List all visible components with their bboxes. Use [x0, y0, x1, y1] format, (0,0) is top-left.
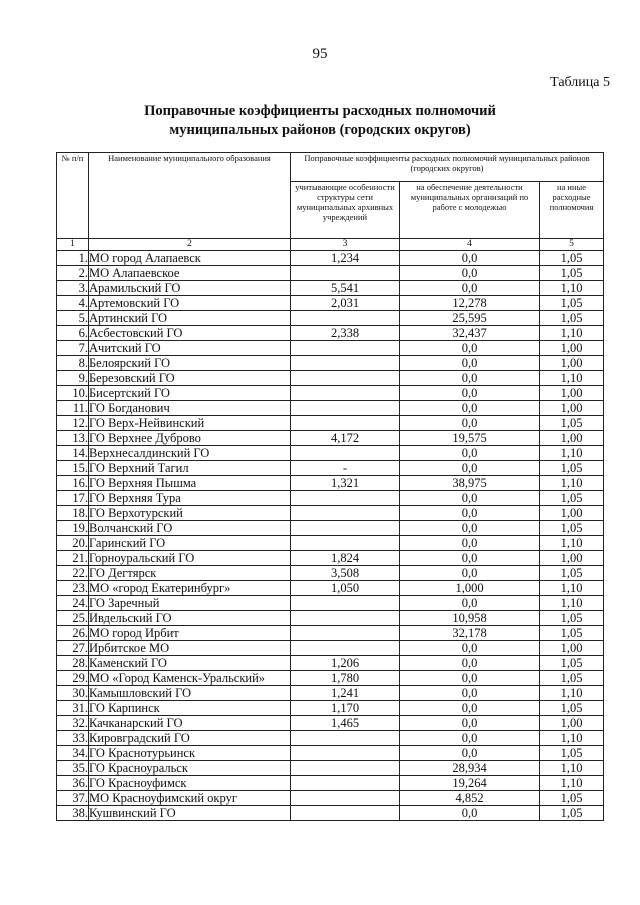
- table-row: [57, 731, 604, 746]
- row-number: 31.: [57, 701, 89, 716]
- coef-youth: 0,0: [400, 506, 540, 521]
- coef-archives: 1,465: [291, 716, 400, 731]
- header-name: Наименование муниципального образования: [89, 153, 291, 239]
- coef-other: 1,05: [540, 671, 604, 686]
- table-title: [0, 102, 640, 140]
- municipality-name: МО «Город Каменск-Уральский»: [89, 671, 291, 686]
- coef-archives: 4,172: [291, 431, 400, 446]
- coef-youth: 0,0: [400, 491, 540, 506]
- coef-youth: 0,0: [400, 716, 540, 731]
- municipality-name: ГО Заречный: [89, 596, 291, 611]
- coef-youth: 0,0: [400, 446, 540, 461]
- table-row: [57, 476, 604, 491]
- header-col5: на иные расходные полномочия: [540, 182, 604, 239]
- table-row: [57, 536, 604, 551]
- municipality-name: ГО Верхний Тагил: [89, 461, 291, 476]
- coef-youth: 32,178: [400, 626, 540, 641]
- coef-youth: 32,437: [400, 326, 540, 341]
- table-row: [57, 776, 604, 791]
- coef-archives: [291, 386, 400, 401]
- coef-youth: 0,0: [400, 686, 540, 701]
- table-row: [57, 686, 604, 701]
- table-row: [57, 326, 604, 341]
- coef-youth: 12,278: [400, 296, 540, 311]
- municipality-name: МО город Алапаевск: [89, 251, 291, 266]
- coef-youth: 0,0: [400, 281, 540, 296]
- coef-youth: 4,852: [400, 791, 540, 806]
- header-num: № п/п: [57, 153, 89, 239]
- column-number: 3: [291, 239, 400, 251]
- table-row: [57, 446, 604, 461]
- table-header: [57, 153, 604, 251]
- municipality-name: Каменский ГО: [89, 656, 291, 671]
- table-row: [57, 791, 604, 806]
- row-number: 33.: [57, 731, 89, 746]
- row-number: 6.: [57, 326, 89, 341]
- coef-other: 1,10: [540, 686, 604, 701]
- coef-youth: 0,0: [400, 641, 540, 656]
- municipality-name: Ивдельский ГО: [89, 611, 291, 626]
- municipality-name: Бисертский ГО: [89, 386, 291, 401]
- coef-other: 1,10: [540, 776, 604, 791]
- row-number: 21.: [57, 551, 89, 566]
- coef-other: 1,00: [540, 356, 604, 371]
- coef-archives: [291, 641, 400, 656]
- coef-archives: [291, 416, 400, 431]
- row-number: 18.: [57, 506, 89, 521]
- municipality-name: ГО Верхняя Пышма: [89, 476, 291, 491]
- coef-other: 1,05: [540, 806, 604, 821]
- coef-archives: [291, 761, 400, 776]
- coef-youth: 0,0: [400, 746, 540, 761]
- coef-archives: [291, 446, 400, 461]
- municipality-name: Белоярский ГО: [89, 356, 291, 371]
- row-number: 20.: [57, 536, 89, 551]
- table-body: [57, 251, 604, 821]
- coef-archives: [291, 791, 400, 806]
- row-number: 19.: [57, 521, 89, 536]
- coef-other: 1,05: [540, 746, 604, 761]
- row-number: 16.: [57, 476, 89, 491]
- coef-archives: [291, 731, 400, 746]
- row-number: 24.: [57, 596, 89, 611]
- coef-archives: [291, 341, 400, 356]
- row-number: 38.: [57, 806, 89, 821]
- coef-archives: 1,170: [291, 701, 400, 716]
- coef-youth: 0,0: [400, 551, 540, 566]
- row-number: 14.: [57, 446, 89, 461]
- table-row: [57, 611, 604, 626]
- row-number: 32.: [57, 716, 89, 731]
- coef-other: 1,00: [540, 716, 604, 731]
- coef-other: 1,05: [540, 251, 604, 266]
- row-number: 15.: [57, 461, 89, 476]
- municipality-name: Ирбитское МО: [89, 641, 291, 656]
- coef-other: 1,05: [540, 311, 604, 326]
- coef-other: 1,10: [540, 581, 604, 596]
- municipality-name: Верхнесалдинский ГО: [89, 446, 291, 461]
- coef-youth: 38,975: [400, 476, 540, 491]
- table-row: [57, 431, 604, 446]
- municipality-name: Гаринский ГО: [89, 536, 291, 551]
- coef-youth: 0,0: [400, 656, 540, 671]
- table-row: [57, 551, 604, 566]
- coef-archives: [291, 491, 400, 506]
- coef-other: 1,00: [540, 506, 604, 521]
- coef-archives: -: [291, 461, 400, 476]
- coef-youth: 0,0: [400, 416, 540, 431]
- table-row: [57, 401, 604, 416]
- coef-youth: 0,0: [400, 401, 540, 416]
- coef-archives: [291, 401, 400, 416]
- municipality-name: Камышловский ГО: [89, 686, 291, 701]
- municipality-name: ГО Дегтярск: [89, 566, 291, 581]
- page-number: 95: [312, 46, 328, 62]
- row-number: 27.: [57, 641, 89, 656]
- row-number: 4.: [57, 296, 89, 311]
- coef-other: 1,00: [540, 641, 604, 656]
- coef-youth: 0,0: [400, 806, 540, 821]
- coef-youth: 10,958: [400, 611, 540, 626]
- table-row: [57, 251, 604, 266]
- table-row: [57, 506, 604, 521]
- coef-youth: 19,575: [400, 431, 540, 446]
- coef-archives: [291, 266, 400, 281]
- municipality-name: Асбестовский ГО: [89, 326, 291, 341]
- coef-other: 1,00: [540, 401, 604, 416]
- coef-other: 1,05: [540, 656, 604, 671]
- municipality-name: ГО Красноуфимск: [89, 776, 291, 791]
- municipality-name: Кировградский ГО: [89, 731, 291, 746]
- coef-archives: [291, 356, 400, 371]
- coef-youth: 19,264: [400, 776, 540, 791]
- coef-archives: [291, 776, 400, 791]
- municipality-name: ГО Краснотурьинск: [89, 746, 291, 761]
- table-row: [57, 626, 604, 641]
- row-number: 7.: [57, 341, 89, 356]
- coef-other: 1,05: [540, 416, 604, 431]
- table-row: [57, 341, 604, 356]
- coef-youth: 0,0: [400, 251, 540, 266]
- municipality-name: МО Алапаевское: [89, 266, 291, 281]
- column-number: 4: [400, 239, 540, 251]
- column-numbers-row: [57, 239, 604, 251]
- municipality-name: Волчанский ГО: [89, 521, 291, 536]
- coef-other: 1,10: [540, 761, 604, 776]
- table-row: [57, 806, 604, 821]
- coef-archives: 1,234: [291, 251, 400, 266]
- coef-youth: 0,0: [400, 356, 540, 371]
- table-row: [57, 701, 604, 716]
- row-number: 37.: [57, 791, 89, 806]
- table-row: [57, 461, 604, 476]
- coef-archives: 2,031: [291, 296, 400, 311]
- row-number: 10.: [57, 386, 89, 401]
- coef-youth: 0,0: [400, 536, 540, 551]
- coef-archives: 1,241: [291, 686, 400, 701]
- coef-youth: 0,0: [400, 596, 540, 611]
- column-number: 5: [540, 239, 604, 251]
- row-number: 9.: [57, 371, 89, 386]
- coef-archives: [291, 311, 400, 326]
- coef-other: 1,05: [540, 701, 604, 716]
- header-col3: учитывающие особенности структуры сети муниципальных архивных учреждений: [291, 182, 400, 239]
- coef-archives: 5,541: [291, 281, 400, 296]
- coef-archives: 1,206: [291, 656, 400, 671]
- coef-other: 1,00: [540, 551, 604, 566]
- coef-youth: 0,0: [400, 341, 540, 356]
- coef-archives: 3,508: [291, 566, 400, 581]
- municipality-name: МО Красноуфимский округ: [89, 791, 291, 806]
- row-number: 8.: [57, 356, 89, 371]
- table-title-line-2: муниципальных районов (городских округов): [169, 122, 471, 138]
- coef-other: 1,10: [540, 476, 604, 491]
- coef-other: 1,05: [540, 491, 604, 506]
- coef-youth: 0,0: [400, 521, 540, 536]
- municipality-name: ГО Карпинск: [89, 701, 291, 716]
- coef-archives: [291, 806, 400, 821]
- coef-archives: 2,338: [291, 326, 400, 341]
- coef-archives: 1,050: [291, 581, 400, 596]
- row-number: 1.: [57, 251, 89, 266]
- row-number: 26.: [57, 626, 89, 641]
- row-number: 35.: [57, 761, 89, 776]
- coef-other: 1,00: [540, 431, 604, 446]
- coef-youth: 0,0: [400, 461, 540, 476]
- municipality-name: Арамильский ГО: [89, 281, 291, 296]
- header-col4: на обеспечение деятельности муниципальных организаций по работе с молодежью: [400, 182, 540, 239]
- coef-other: 1,05: [540, 521, 604, 536]
- row-number: 34.: [57, 746, 89, 761]
- table-row: [57, 371, 604, 386]
- table-row: [57, 761, 604, 776]
- coef-other: 1,05: [540, 611, 604, 626]
- row-number: 28.: [57, 656, 89, 671]
- coef-youth: 25,595: [400, 311, 540, 326]
- row-number: 36.: [57, 776, 89, 791]
- municipality-name: Ачитский ГО: [89, 341, 291, 356]
- coef-youth: 0,0: [400, 566, 540, 581]
- municipality-name: ГО Верх-Нейвинский: [89, 416, 291, 431]
- coef-other: 1,05: [540, 461, 604, 476]
- coef-other: 1,10: [540, 536, 604, 551]
- table-row: [57, 671, 604, 686]
- municipality-name: Березовский ГО: [89, 371, 291, 386]
- row-number: 3.: [57, 281, 89, 296]
- coef-other: 1,00: [540, 386, 604, 401]
- table-row: [57, 521, 604, 536]
- municipality-name: Артемовский ГО: [89, 296, 291, 311]
- table-row: [57, 266, 604, 281]
- table-row: [57, 641, 604, 656]
- row-number: 17.: [57, 491, 89, 506]
- table-caption: Таблица 5: [550, 75, 610, 90]
- table-row: [57, 386, 604, 401]
- coef-youth: 0,0: [400, 266, 540, 281]
- table-row: [57, 596, 604, 611]
- municipality-name: Горноуральский ГО: [89, 551, 291, 566]
- municipality-name: Кушвинский ГО: [89, 806, 291, 821]
- municipality-name: ГО Верхняя Тура: [89, 491, 291, 506]
- coef-archives: [291, 596, 400, 611]
- coef-other: 1,10: [540, 326, 604, 341]
- coef-archives: [291, 611, 400, 626]
- coef-youth: 0,0: [400, 701, 540, 716]
- row-number: 23.: [57, 581, 89, 596]
- coef-archives: 1,824: [291, 551, 400, 566]
- coef-other: 1,10: [540, 281, 604, 296]
- coef-other: 1,05: [540, 626, 604, 641]
- row-number: 13.: [57, 431, 89, 446]
- row-number: 29.: [57, 671, 89, 686]
- row-number: 22.: [57, 566, 89, 581]
- coef-other: 1,05: [540, 791, 604, 806]
- coef-archives: [291, 536, 400, 551]
- municipality-name: Артинский ГО: [89, 311, 291, 326]
- table-row: [57, 311, 604, 326]
- table-row: [57, 716, 604, 731]
- column-number: 2: [89, 239, 291, 251]
- municipality-name: ГО Верхнее Дуброво: [89, 431, 291, 446]
- row-number: 2.: [57, 266, 89, 281]
- table-row: [57, 416, 604, 431]
- row-number: 12.: [57, 416, 89, 431]
- row-number: 25.: [57, 611, 89, 626]
- coef-archives: [291, 371, 400, 386]
- table-row: [57, 746, 604, 761]
- coef-archives: 1,780: [291, 671, 400, 686]
- coef-other: 1,10: [540, 371, 604, 386]
- coef-other: 1,00: [540, 341, 604, 356]
- header-group: Поправочные коэффициенты расходных полномочий муниципальных районов (городских округов): [291, 153, 604, 182]
- row-number: 30.: [57, 686, 89, 701]
- coef-archives: [291, 506, 400, 521]
- column-number: 1: [57, 239, 89, 251]
- coef-youth: 0,0: [400, 671, 540, 686]
- coefficients-table: [56, 152, 604, 821]
- coef-other: 1,10: [540, 731, 604, 746]
- row-number: 5.: [57, 311, 89, 326]
- table-row: [57, 296, 604, 311]
- coef-youth: 0,0: [400, 386, 540, 401]
- table-row: [57, 656, 604, 671]
- municipality-name: МО «город Екатеринбург»: [89, 581, 291, 596]
- coef-archives: 1,321: [291, 476, 400, 491]
- coef-youth: 0,0: [400, 371, 540, 386]
- municipality-name: МО город Ирбит: [89, 626, 291, 641]
- municipality-name: ГО Красноуральск: [89, 761, 291, 776]
- coef-archives: [291, 521, 400, 536]
- row-number: 11.: [57, 401, 89, 416]
- table-row: [57, 581, 604, 596]
- table-row: [57, 356, 604, 371]
- coef-other: 1,10: [540, 596, 604, 611]
- table-row: [57, 566, 604, 581]
- table-row: [57, 491, 604, 506]
- municipality-name: ГО Богданович: [89, 401, 291, 416]
- coef-youth: 1,000: [400, 581, 540, 596]
- coef-archives: [291, 746, 400, 761]
- municipality-name: ГО Верхотурский: [89, 506, 291, 521]
- coef-youth: 28,934: [400, 761, 540, 776]
- table-row: [57, 281, 604, 296]
- coef-other: 1,05: [540, 296, 604, 311]
- coef-youth: 0,0: [400, 731, 540, 746]
- coef-other: 1,10: [540, 446, 604, 461]
- coef-other: 1,05: [540, 266, 604, 281]
- municipality-name: Качканарский ГО: [89, 716, 291, 731]
- coef-other: 1,05: [540, 566, 604, 581]
- coef-archives: [291, 626, 400, 641]
- table-title-line-1: Поправочные коэффициенты расходных полномочий: [144, 103, 496, 119]
